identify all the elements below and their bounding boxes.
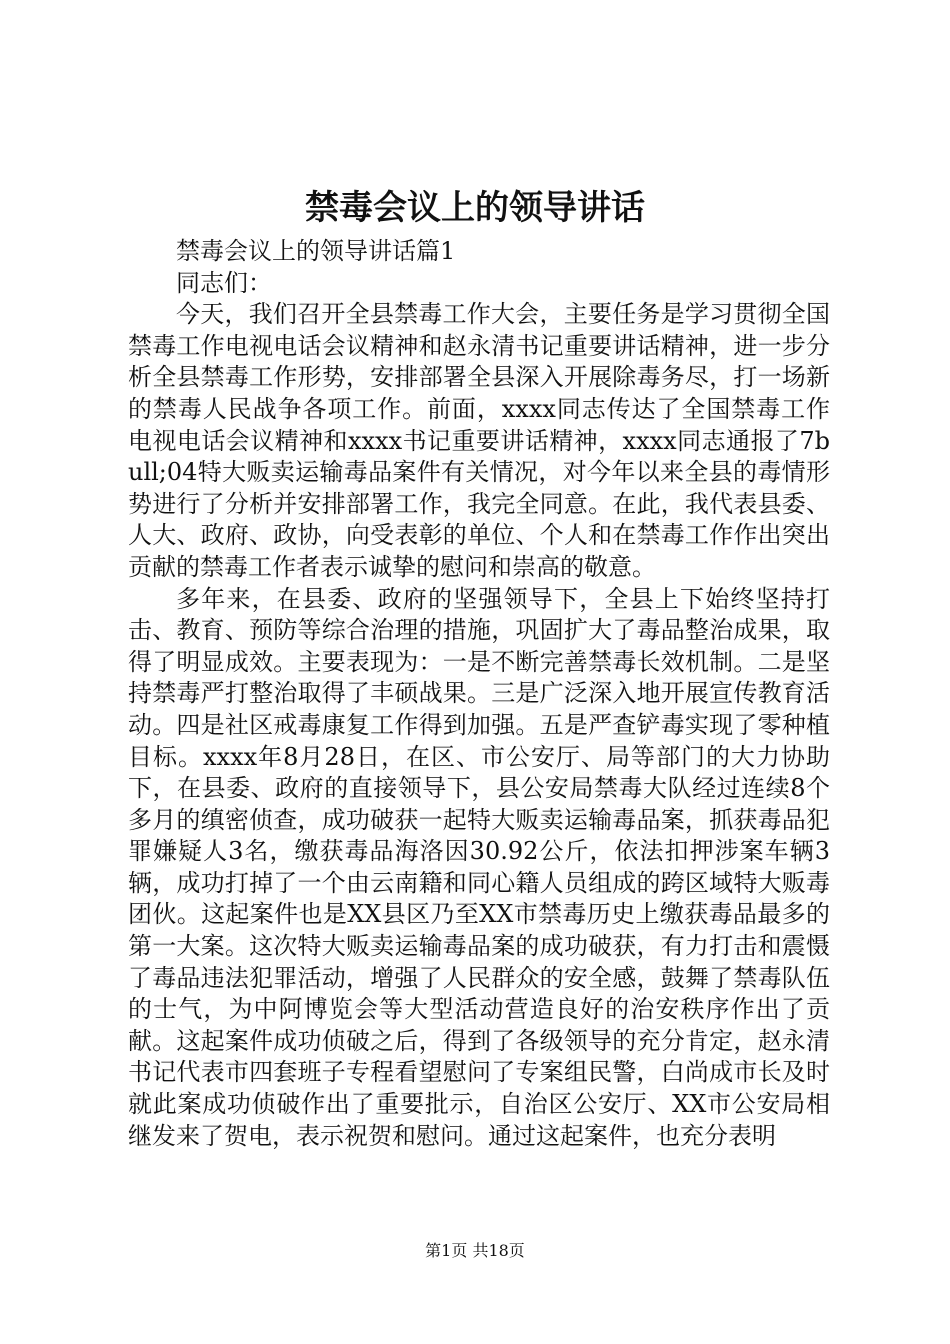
body-paragraph: 今天，我们召开全县禁毒工作大会，主要任务是学习贯彻全国禁毒工作电视电话会议精神和赵永清书记重要讲话精神，进一步分析全县禁毒工作形势，安排部署全县深入开展除毒务尽，打一场新的禁毒人民战争各项工作。前面，xxxx同志传达了全国禁毒工作电视电话会议精神和xxxx书记重要讲话精神，xxxx同志通报了7bull;04特大贩卖运输毒品案件有关情况，对今年以来全县的毒情形势进行了分析并安排部署工作，我完全同意。在此，我代表县委、人大、政府、政协，向受表彰的单位、个人和在禁毒工作作出突出贡献的禁毒工作者表示诚挚的慰问和崇高的敬意。	[128, 300, 830, 581]
document-body	[128, 236, 830, 1152]
page-title: 禁毒会议上的领导讲话	[305, 188, 645, 228]
body-paragraph: 多年来，在县委、政府的坚强领导下，全县上下始终坚持打击、教育、预防等综合治理的措施，巩固扩大了毒品整治成果，取得了明显成效。主要表现为：一是不断完善禁毒长效机制。二是坚持禁毒严打整治取得了丰硕战果。三是广泛深入地开展宣传教育活动。四是社区戒毒康复工作得到加强。五是严查铲毒实现了零种植目标。xxxx年8月28日，在区、市公安厅、局等部门的大力协助下，在县委、政府的直接领导下，县公安局禁毒大队经过连续8个多月的缜密侦查，成功破获一起特大贩卖运输毒品案，抓获毒品犯罪嫌疑人3名，缴获毒品海洛因30.92公斤，依法扣押涉案车辆3辆，成功打掉了一个由云南籍和同心籍人员组成的跨区域特大贩毒团伙。这起案件也是XX县区乃至XX市禁毒历史上缴获毒品最多的第一大案。这次特大贩卖运输毒品案的成功破获，有力打击和震慑了毒品违法犯罪活动，增强了人民群众的安全感，鼓舞了禁毒队伍的士气，为中阿博览会等大型活动营造良好的治安秩序作出了贡献。这起案件成功侦破之后，得到了各级领导的充分肯定，赵永清书记代表市四套班子专程看望慰问了专案组民警，白尚成市长及时就此案成功侦破作出了重要批示，自治区公安厅、XX市公安局相继发来了贺电，表示祝贺和慰问。通过这起案件，也充分表明	[128, 584, 830, 1150]
subtitle: 禁毒会议上的领导讲话篇1	[176, 237, 456, 265]
salutation: 同志们：	[176, 268, 272, 297]
page-footer: 第1页 共18页	[425, 1241, 525, 1260]
